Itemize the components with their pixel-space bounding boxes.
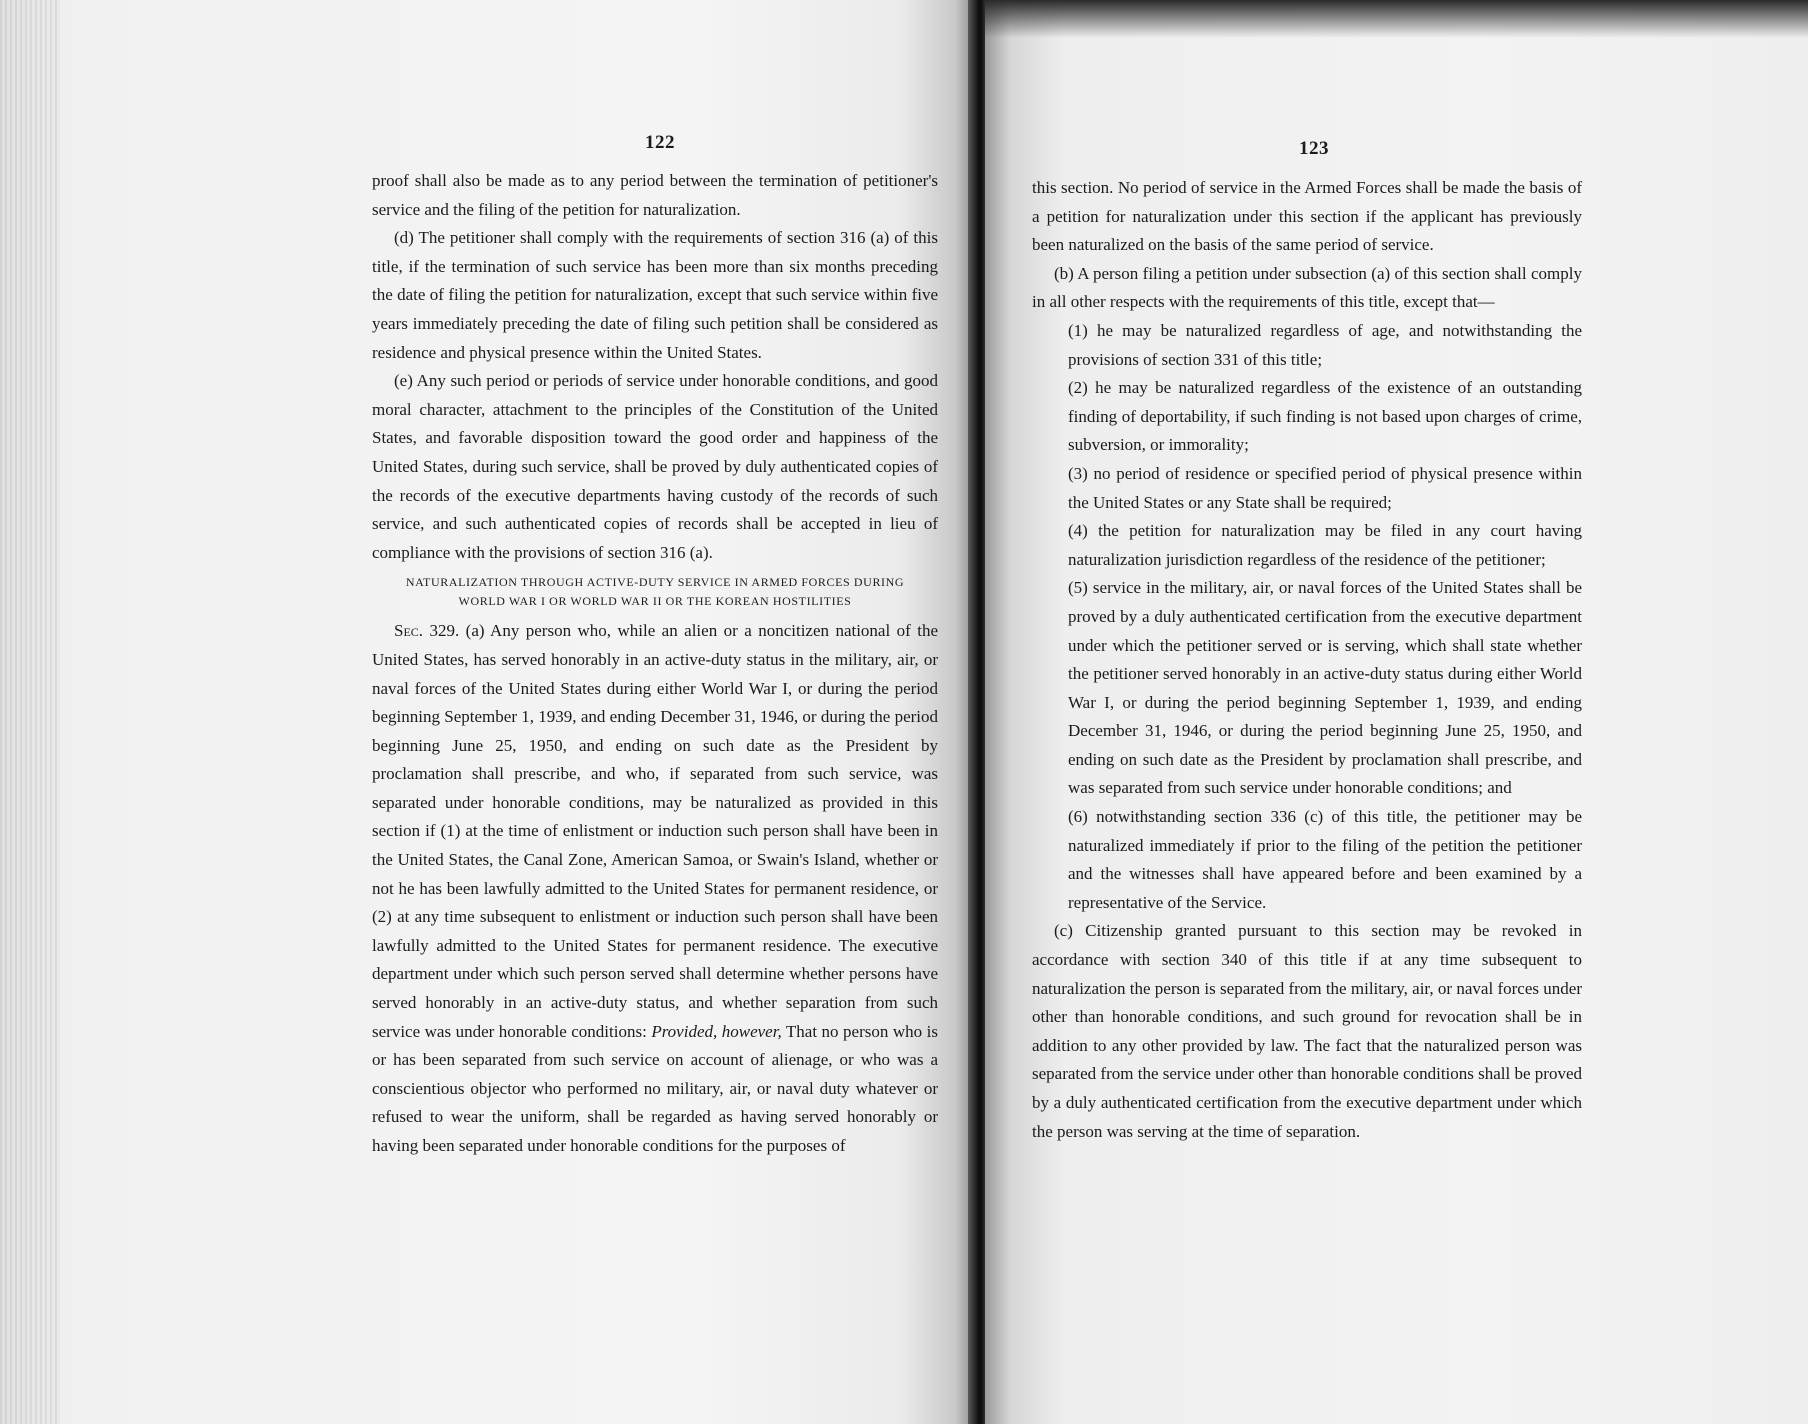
paragraph: (b) A person filing a petition under subsection (a) of this section shall comply in all other respects with the requirements of this title, except that—: [1032, 263, 1582, 312]
list-item: (2) he may be naturalized regardless of the existence of an outstanding finding of deportability, if such finding is not based upon charges of crime, subversion, or immorality;: [1068, 378, 1582, 455]
top-shadow: [985, 0, 1808, 38]
paragraph: [372, 617, 938, 1160]
italic-proviso: Provided, however,: [651, 1021, 782, 1041]
right-page-text: [1032, 174, 1582, 1146]
paragraph: proof shall also be made as to any period between the termination of petitioner's service and the filing of the petition for naturalization.: [372, 171, 938, 219]
list-item: (6) notwithstanding section 336 (c) of this title, the petitioner may be naturalized immediately if prior to the filing of the petition the petitioner and the witnesses shall have appeared before and been examined by a representative of the Service.: [1068, 807, 1582, 912]
list-item: (1) he may be naturalized regardless of age, and notwithstanding the provisions of section 331 of this title;: [1068, 320, 1582, 369]
list-item: (4) the petition for naturalization may be filed in any court having naturalization jurisdiction regardless of the residence of the petitioner;: [1068, 521, 1582, 569]
paragraph: (c) Citizenship granted pursuant to this section may be revoked in accordance with section 340 of this title if at any time subsequent to naturalization the person is separated from the military, air, or naval forces under other than honorable conditions, and such ground for revocation shall be in addition to any other provided by law. The fact that the naturalized person was separated from the service under other than honorable conditions shall be proved by a duly authenticated certification from the executive department under which the person was serving at the time of separation.: [1032, 921, 1582, 1141]
section-heading: [372, 573, 938, 611]
section-heading-line: WORLD WAR I OR WORLD WAR II OR THE KOREAN HOSTILITIES: [458, 594, 852, 609]
paragraph: (e) Any such period or periods of service under honorable conditions, and good moral character, attachment to the principles of the Constitution of the United States, and favorable disposition toward the good order and happiness of the United States, during such service, shall be proved by duly authenticated copies of the records of the executive departments having custody of the records of such service, and such authenticated copies of records shall be accepted in lieu of compliance with the provisions of section 316 (a).: [372, 371, 938, 562]
paragraph-text: (a) Any person who, while an alien or a noncitizen national of the United States, has served honorably in an active-duty status in the military, air, or naval forces of the United States during either World War I, or during the period beginning September 1, 1939, and ending December 31, 1946, or during the period beginning June 25, 1950, and ending on such date as the President by proclamation shall prescribe, and who, if separated from such service, was separated under honorable conditions, may be naturalized as provided in this section if (1) at the time of enlistment or induction such person shall have been in the United States, the Canal Zone, American Samoa, or Swain's Island, whether or not he has been lawfully admitted to the United States for permanent residence, or (2) at any time subsequent to enlistment or induction such person shall have been lawfully admitted to the United States for permanent residence. The executive department under which such person served shall determine whether persons have served honorably in an active-duty status, and whether separation from such service was under honorable conditions:: [372, 621, 939, 1041]
paragraph: this section. No period of service in the Armed Forces shall be made the basis of a petition for naturalization under this section if the applicant has previously been naturalized on the basis of the same period of service.: [1032, 178, 1582, 255]
paragraph: (d) The petitioner shall comply with the requirements of section 316 (a) of this title, if the termination of such service has been more than six months preceding the date of filing the petition for naturalization, except that such service within five years immediately preceding the date of filing such petition shall be considered as residence and physical presence within the United States.: [372, 228, 938, 362]
paragraph-text: That no person who is or has been separated from such service on account of alienage, or who was a conscientious objector who performed no military, air, or naval duty whatever or refused to wear the uniform, shall be regarded as having served honorably or having been separated under honorable conditions for the purposes of: [372, 1021, 938, 1155]
page-number-left: 122: [645, 132, 675, 153]
section-label: Sec. 329.: [394, 621, 460, 641]
page-number-right: 123: [1299, 138, 1329, 159]
section-heading-line: NATURALIZATION THROUGH ACTIVE-DUTY SERVICE IN ARMED FORCES DURING: [405, 575, 905, 590]
right-page: [985, 0, 1808, 1424]
left-page-text: [372, 167, 938, 1161]
list-item: (3) no period of residence or specified period of physical presence within the United States or any State shall be required;: [1068, 463, 1582, 512]
list-item: (5) service in the military, air, or naval forces of the United States shall be proved by a duly authenticated certification from the executive department under which the petitioner served or is serving, which shall state whether the petitioner served honorably in an active-duty status during either World War I, or during the period beginning September 1, 1939, and ending December 31, 1946, or during the period beginning June 25, 1950, and ending on such date as the President by proclamation shall prescribe, and was separated from such service under honorable conditions; and: [1068, 578, 1582, 798]
